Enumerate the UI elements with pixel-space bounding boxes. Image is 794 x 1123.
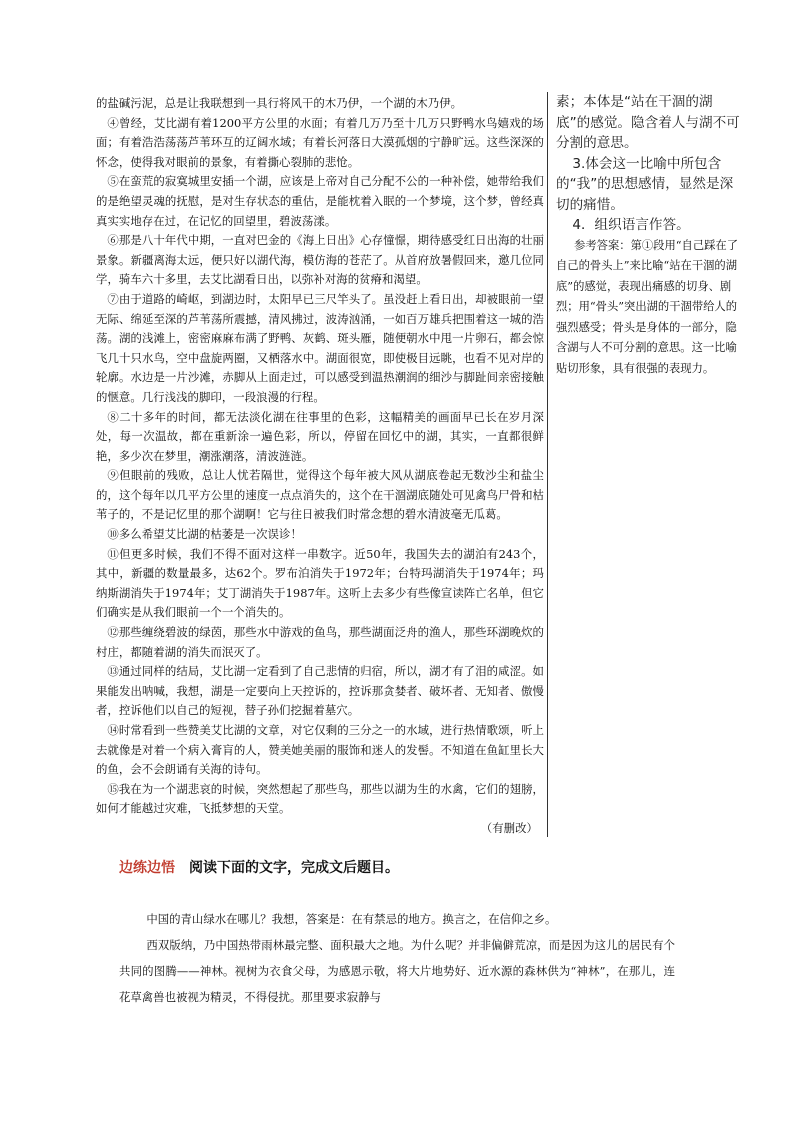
article-paragraph: ⑨但眼前的残败，总让人忧若隔世，觉得这个每年被大风从湖底卷起无数沙尘和盐尘的，这个每年以几平方公里的速度一点点消失的，这个在干涸湖底随处可见禽鸟尸骨和枯苇子的，不是记忆里的那个湖啊！它与往日被我们时常念想的碧水清波毫无瓜葛。 <box>96 468 544 522</box>
article-paragraph: ⑦由于道路的崎岖，到湖边时，太阳早已三尺竿头了。虽没赶上看日出，却被眼前一望无际、绵延至深的芦苇荡所震撼，清风拂过，波涛汹涌，一如百万雄兵把围着这一城的浩荡。湖的浅滩上，密密麻麻布满了野鸭、灰鹤、斑头雁，随便朝水中甩一片卵石，都会惊飞几十只水鸟，空中盘旋两圈，又栖落水中。湖面很宽，即使极目远眺，也看不见对岸的轮廓。水边是一片沙滩，赤脚从上面走过，可以感受到温热潮润的细沙与脚趾间亲密接触的惬意。几行浅浅的脚印，一段浪漫的行程。 <box>96 291 544 404</box>
answer-column <box>556 92 742 379</box>
article-paragraph: ④曾经，艾比湖有着1200平方公里的水面；有着几万乃至十几万只野鸭水鸟嬉戏的场面；有着浩浩荡荡芦苇环互的辽阔水域；有着长河落日大漠孤烟的宁静旷远。这些深深的怀念，使得我对眼前的景象，有着撕心裂肺的悲怆。 <box>96 115 544 169</box>
reading-passage <box>119 906 675 1010</box>
article-paragraph: ⑥那是八十年代中期，一直对巴金的《海上日出》心存憧憬，期待感受红日出海的壮丽景象。新疆离海太远，便只好以湖代海，模仿海的苍茫了。从首府放暑假回来，邀几位同学，骑车六十多里，去艾比湖看日出，以弥补对海的贫瘠和渴望。 <box>96 233 544 287</box>
column-divider <box>547 92 548 837</box>
article-paragraph: ⑮我在为一个湖悲哀的时候，突然想起了那些鸟，那些以湖为生的水禽，它们的翅膀，如何才能越过灾难，飞抵梦想的天堂。 <box>96 781 544 816</box>
article-paragraph: ⑤在蛮荒的寂寞城里安插一个湖，应该是上帝对自己分配不公的一种补偿，她带给我们的是绝望灵魂的抚慰，是对生存状态的重估，是能枕着入眠的一个梦境，这个梦，曾经真真实实地存在过，在记忆的回望里，碧波荡漾。 <box>96 174 544 228</box>
section-tag: 边练边悟 <box>119 860 175 876</box>
article-paragraph: 的盐碱污泥，总是让我联想到一具行将风干的木乃伊，一个湖的木乃伊。 <box>96 96 463 110</box>
section-instruction: 阅读下面的文字，完成文后题目。 <box>189 860 399 876</box>
source-note: （有删改） <box>480 820 538 835</box>
article-paragraph: ⑧二十多年的时间，都无法淡化湖在往事里的色彩，这幅精美的画面早已长在岁月深处，每一次温故，都在重新涂一遍色彩，所以，停留在回忆中的湖，其实，一直都很鲜艳，多少次在梦里，潮涨潮落，清波涟涟。 <box>96 409 544 463</box>
article-column <box>96 94 544 839</box>
answer-text: 第①段用“自己踩在了自己的骨头上”来比喻“站在干涸的湖底”的感觉，表现出痛感的切身、剧烈；用“骨头”突出湖的干涸带给人的强烈感受；骨头是身体的一部分，隐含湖与人不可分割的意思。这一比喻贴切形象，具有很强的表现力。 <box>556 238 739 375</box>
answer-label: 参考答案： <box>574 238 631 252</box>
analysis-line: 4．组织语言作答。 <box>572 217 690 233</box>
passage-paragraph: 中国的青山绿水在哪儿？我想，答案是：在有禁忌的地方。换言之，在信仰之乡。 <box>146 912 557 926</box>
reference-answer <box>556 236 742 380</box>
article-paragraph: ⑬通过同样的结局，艾比湖一定看到了自己悲情的归宿，所以，湖才有了泪的咸涩。如果能发出呐喊，我想，湖是一定要向上天控诉的，控诉那贪婪者、破坏者、无知者、傲慢者，控诉他们以自己的短视，替子孙们挖掘着墓穴。 <box>96 664 544 718</box>
article-paragraph: ⑫那些缠绕碧波的绿茵，那些水中游戏的鱼鸟，那些湖面泛舟的渔人，那些环湖晚炊的村庄，都随着湖的消失而泯灭了。 <box>96 625 544 659</box>
passage-paragraph: 西双版纳，乃中国热带雨林最完整、面积最大之地。为什么呢？并非偏僻荒凉，而是因为这儿的居民有个共同的图腾——神林。视树为衣食父母，为感恩示敬，将大片地势好、近水源的森林供为“神林”，在那儿，连花草禽兽也被视为精灵，不得侵扰。那里要求寂静与 <box>119 938 675 1004</box>
analysis-line: 素；本体是“站在干涸的湖底”的感觉。隐含着人与湖不可分割的意思。 <box>556 94 740 151</box>
article-paragraph: ⑪但更多时候，我们不得不面对这样一串数字。近50年，我国失去的湖泊有243个，其中，新疆的数量最多，达62个。罗布泊消失于1972年；台特玛湖消失于1974年；玛纳斯湖消失于1974年；艾丁湖消失于1987年。这听上去多少有些像宣读阵亡名单，但它们确实是从我们眼前一个一个消失的。 <box>96 546 544 620</box>
section-heading <box>119 857 399 877</box>
article-paragraph: ⑩多么希望艾比湖的枯萎是一次误诊！ <box>107 527 302 542</box>
article-paragraph: ⑭时常看到一些赞美艾比湖的文章，对它仅剩的三分之一的水域，进行热情歌颂，听上去就像是对着一个病入膏肓的人，赞美她美丽的服饰和迷人的发髻。不知道在鱼缸里长大的鱼，会不会朗诵有关海的诗句。 <box>96 723 544 777</box>
analysis-line: 3.体会这一比喻中所包含的“我”的思想感情，显然是深切的痛惜。 <box>556 155 734 213</box>
